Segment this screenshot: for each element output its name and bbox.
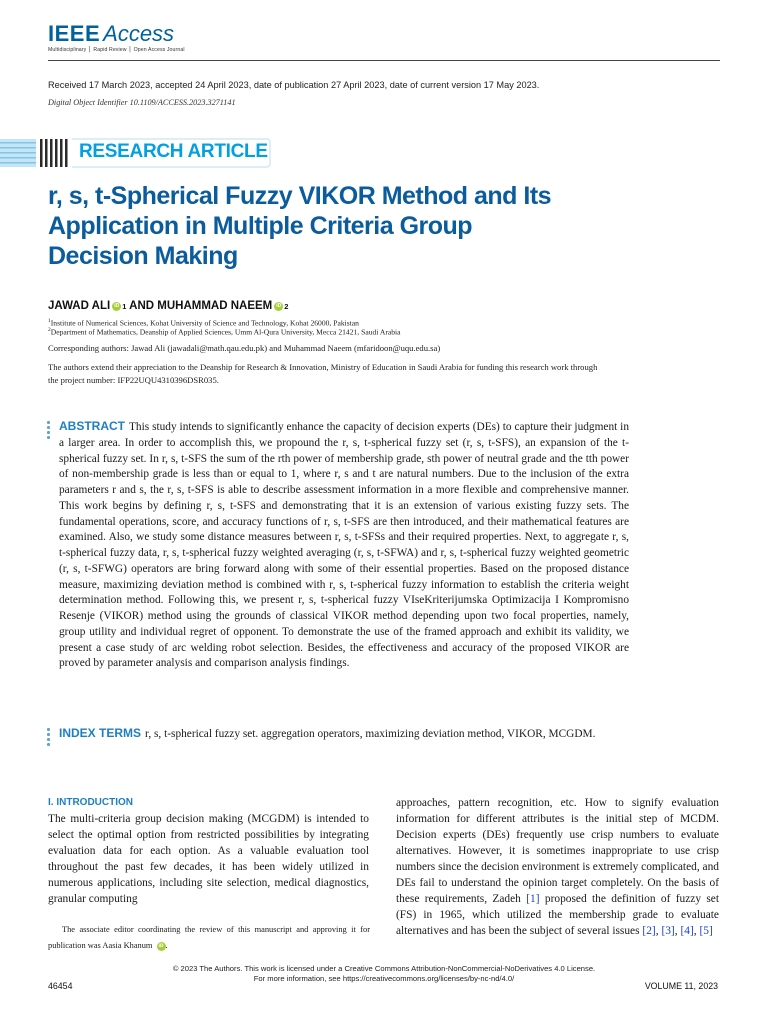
citation-link[interactable]: [3] — [661, 925, 675, 937]
volume-info: VOLUME 11, 2023 — [644, 981, 718, 991]
footnote-text: The associate editor coordinating the review of this manuscript and approving it for publication was Aasia Khanum — [48, 925, 370, 950]
citation-link[interactable]: [2] — [642, 925, 656, 937]
article-type-label: RESEARCH ARTICLE — [79, 141, 268, 162]
abstract-heading: ABSTRACT — [59, 419, 125, 433]
intro-text: proposed the definition of fuzzy set (FS) in 1965, which utilized the membership grade to evaluate alternatives and has been the subject of several issues — [396, 893, 720, 937]
index-terms — [59, 726, 629, 743]
affiliation-text: Institute of Numerical Sciences, Kohat University of Science and Technology, Kohat 26000, Pakistan — [50, 318, 359, 328]
affiliation-marker: 1 — [48, 318, 51, 324]
header-rule — [48, 60, 720, 61]
corresponding-authors: Corresponding authors: Jawad Ali (jawadali@math.qau.edu.pk) and Muhammad Naeem (mfaridoon@uqu.edu.sa) — [48, 343, 441, 353]
journal-name-italic: Access — [103, 21, 175, 46]
article-type-banner — [0, 136, 280, 170]
affiliation — [48, 327, 401, 337]
author-affiliation-marker: 2 — [284, 301, 289, 311]
affiliation-text: Department of Mathematics, Deanship of Applied Sciences, Umm Al-Qura University, Mecca 21421, Saudi Arabia — [50, 327, 401, 337]
author-list — [48, 300, 288, 312]
separator: , — [674, 925, 678, 937]
editor-footnote: The associate editor coordinating the review of this manuscript and approving it for publication was Aasia Khanum iD . — [48, 925, 370, 950]
citation-link[interactable]: [5] — [699, 925, 713, 937]
page-number: 46454 — [48, 981, 73, 991]
orcid-icon[interactable]: iD — [114, 302, 120, 309]
abstract-text: This study intends to significantly enhance the capacity of decision experts (DEs) to capture their judgment in a larger area. In order to accomplish this, we propound the r, s, t-spherical fuzzy set (r, s, t-SFS), an expansion of the t-spherical fuzzy set. In r, s, t-SFS the sum of the rth power of membership grade, sth power of neutral grade and the tth power of non-membership grade is less than or equal to 1, where r, s and t are natural numbers. Due to the inclusion of the extra parameters r and s, the r, s, t-SFS is able to describe assessment information in a more flexible and comprehensive manner. This work begins by defining r, s, t-SFS and demonstrating that it is an extension of various existing fuzzy sets. The fundamental operations, score, and accuracy functions of r, s, t-SFS are then introduced, and their mathematical features are examined. Also, we study some distance measures between r, s, t-SFSs and their required properties. Next, to aggregate r, s, t-spherical fuzzy data, r, s, t-spherical fuzzy weighted averaging (r, s, t-SFWA) and r, s, t-spherical fuzzy weighted geometric (r, s, t-SFWG) operators are bring forward along with some of their essential properties. Based on the proposed distance measure, maximizing deviation method is combined with r, s, t-spherical fuzzy information to establish the criteria weight determination method. Following this, we present r, s, t-spherical fuzzy VIseKriterijumska Optimizacija I Kompromisno Resenje (VIKOR) method using the grounds of classical VIKOR method depending upon two focal properties, namely, group utility and individual regret of opponent. To demonstrate the use of the framed approach and exhibit its validity, we present a case study of arc welding robot selection. Besides, the effectiveness and accuracy of the proposed VIKOR are proved by parameter analysis and comparison analysis findings. — [59, 421, 629, 670]
intro-text: approaches, pattern recognition, etc. How to signify evaluation information for different attributes is the initial step of MCDM. Decision experts (DEs) frequently use crisp numbers to evaluate alternatives. However, it is sometimes inappropriate to use crisp numbers since the decision environment is extremely complicated, and DEs fail to understand the opinion target completely. On the basis of these requirements, Zadeh — [396, 797, 719, 905]
title-line: r, s, t-Spherical Fuzzy VIKOR Method and Its — [48, 182, 552, 210]
title-line: Decision Making — [48, 242, 238, 270]
title-line: Application in Multiple Criteria Group — [48, 212, 473, 240]
author-affiliation-marker: 1 — [122, 301, 127, 311]
separator: , — [693, 925, 697, 937]
ieee-access-logo — [48, 23, 185, 53]
doi-line: Digital Object Identifier 10.1109/ACCESS.2023.3271141 — [48, 98, 236, 107]
index-terms-heading: INDEX TERMS — [59, 726, 142, 740]
citation-link[interactable]: [1] — [526, 893, 540, 905]
abstract-dots-icon — [47, 421, 51, 441]
abstract — [59, 419, 629, 672]
received-dates: Received 17 March 2023, accepted 24 April 2023, date of publication 27 April 2023, date of current version 17 May 2023. — [48, 80, 540, 90]
intro-right-column — [396, 795, 719, 939]
affiliation-marker: 2 — [48, 327, 51, 333]
author-name: AND MUHAMMAD NAEEM — [126, 300, 273, 312]
index-terms-text: r, s, t-spherical fuzzy set. aggregation operators, maximizing deviation method, VIKOR, MCGDM. — [145, 728, 596, 740]
paper-title — [48, 181, 668, 271]
orcid-icon[interactable]: iD — [276, 302, 282, 309]
citation-link[interactable]: [4] — [680, 925, 694, 937]
journal-tagline: Multidisciplinary ⎪ Rapid Review ⎪ Open Access Journal — [48, 47, 185, 53]
orcid-icon[interactable]: iD — [158, 943, 164, 949]
section-heading: I. INTRODUCTION — [48, 797, 133, 808]
journal-name-bold: IEEE — [48, 21, 101, 46]
intro-left-column: The multi-criteria group decision making (MCGDM) is intended to select the optimal option from restricted possibilities by integrating evaluation data for each option. As a valuable evaluation tool throughout the past few decades, it has been widely utilized in numerous applications, including site selection, medical diagnostics, granular computing — [48, 813, 369, 905]
funding-statement: The authors extend their appreciation to the Deanship for Research & Innovation, Ministry of Education in Saudi Arabia for funding this research work through the project number: IFP22UQU4310396DSR035. — [48, 362, 598, 385]
separator: , — [655, 925, 659, 937]
license-line: © 2023 The Authors. This work is licensed under a Creative Commons Attribution-NonCommercial-NoDerivatives 4.0 License. — [172, 964, 596, 973]
license-link[interactable]: For more information, see https://creativecommons.org/licenses/by-nc-nd/4.0/ — [253, 974, 515, 983]
author-name: JAWAD ALI — [48, 300, 111, 312]
index-terms-dots-icon — [47, 728, 51, 748]
